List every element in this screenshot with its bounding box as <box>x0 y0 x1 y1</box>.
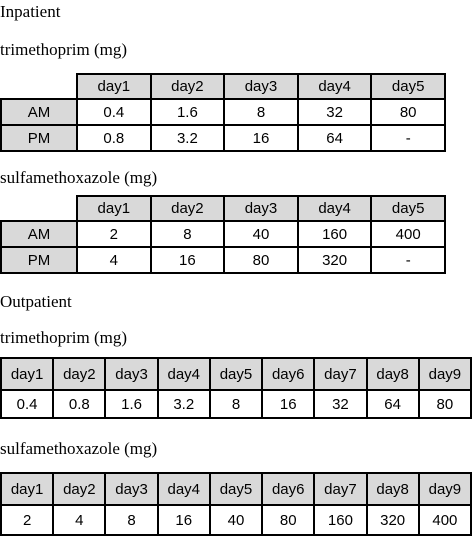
column-header: day6 <box>262 358 314 390</box>
table-cell: 160 <box>314 505 366 535</box>
outpatient-sulfamethoxazole-caption: sulfamethoxazole (mg) <box>0 439 158 458</box>
column-header: day9 <box>419 358 471 390</box>
table-cell: 2 <box>1 505 53 535</box>
row-label: PM <box>1 247 77 273</box>
column-header: day2 <box>151 74 225 99</box>
inpatient-sulfamethoxazole-caption: sulfamethoxazole (mg) <box>0 168 158 187</box>
table-cell: 80 <box>371 99 445 125</box>
corner-cell <box>1 74 77 99</box>
table-cell: 1.6 <box>151 99 225 125</box>
table-cell: 80 <box>224 247 298 273</box>
inpatient-section-label: Inpatient <box>0 2 61 21</box>
table-cell: 64 <box>367 390 419 418</box>
column-header: day9 <box>419 473 471 505</box>
table-cell: 320 <box>298 247 372 273</box>
table-cell: 80 <box>419 390 471 418</box>
column-header: day3 <box>224 74 298 99</box>
table-cell: 16 <box>151 247 225 273</box>
column-header: day1 <box>1 358 53 390</box>
column-header: day4 <box>158 473 210 505</box>
column-header: day5 <box>210 358 262 390</box>
table-cell: 0.4 <box>77 99 151 125</box>
table-cell: 4 <box>77 247 151 273</box>
column-header: day3 <box>105 473 157 505</box>
table-cell: 0.4 <box>1 390 53 418</box>
table-cell: 4 <box>53 505 105 535</box>
column-header: day4 <box>158 358 210 390</box>
table-cell: - <box>371 125 445 151</box>
table-cell: 40 <box>224 221 298 247</box>
table-cell: 32 <box>298 99 372 125</box>
column-header: day6 <box>262 473 314 505</box>
table-cell: 40 <box>210 505 262 535</box>
outpatient-sulfamethoxazole-table <box>0 472 472 536</box>
outpatient-trimethoprim-caption: trimethoprim (mg) <box>0 328 128 347</box>
table-cell: 16 <box>158 505 210 535</box>
column-header: day2 <box>53 358 105 390</box>
table-cell: 0.8 <box>53 390 105 418</box>
column-header: day8 <box>367 358 419 390</box>
table-cell: 320 <box>367 505 419 535</box>
outpatient-section-label: Outpatient <box>0 292 72 311</box>
table-row <box>1 505 471 535</box>
table-cell: 400 <box>419 505 471 535</box>
table-cell: 1.6 <box>105 390 157 418</box>
inpatient-trimethoprim-table <box>0 73 446 152</box>
table-cell: 16 <box>224 125 298 151</box>
column-header: day4 <box>298 74 372 99</box>
table-cell: 2 <box>77 221 151 247</box>
table-row <box>1 99 445 125</box>
inpatient-sulfamethoxazole-table <box>0 195 446 274</box>
table-cell: 3.2 <box>158 390 210 418</box>
table-cell: 8 <box>224 99 298 125</box>
table-row <box>1 390 471 418</box>
row-label: AM <box>1 221 77 247</box>
table-row <box>1 247 445 273</box>
table-cell: 64 <box>298 125 372 151</box>
row-label: PM <box>1 125 77 151</box>
table-row <box>1 221 445 247</box>
column-header: day5 <box>210 473 262 505</box>
column-header: day1 <box>77 196 151 221</box>
table-cell: 400 <box>371 221 445 247</box>
table-cell: 160 <box>298 221 372 247</box>
column-header: day2 <box>53 473 105 505</box>
table-cell: 80 <box>262 505 314 535</box>
table-cell: 8 <box>151 221 225 247</box>
row-label: AM <box>1 99 77 125</box>
column-header: day5 <box>371 196 445 221</box>
column-header: day4 <box>298 196 372 221</box>
table-cell: 3.2 <box>151 125 225 151</box>
column-header: day3 <box>105 358 157 390</box>
table-cell: 0.8 <box>77 125 151 151</box>
outpatient-trimethoprim-table <box>0 357 472 419</box>
table-cell: - <box>371 247 445 273</box>
inpatient-trimethoprim-caption: trimethoprim (mg) <box>0 40 128 59</box>
column-header: day2 <box>151 196 225 221</box>
column-header: day3 <box>224 196 298 221</box>
table-cell: 8 <box>210 390 262 418</box>
column-header: day1 <box>1 473 53 505</box>
column-header: day7 <box>314 358 366 390</box>
table-cell: 16 <box>262 390 314 418</box>
column-header: day7 <box>314 473 366 505</box>
table-cell: 32 <box>314 390 366 418</box>
table-row <box>1 125 445 151</box>
column-header: day1 <box>77 74 151 99</box>
corner-cell <box>1 196 77 221</box>
table-cell: 8 <box>105 505 157 535</box>
column-header: day8 <box>367 473 419 505</box>
column-header: day5 <box>371 74 445 99</box>
